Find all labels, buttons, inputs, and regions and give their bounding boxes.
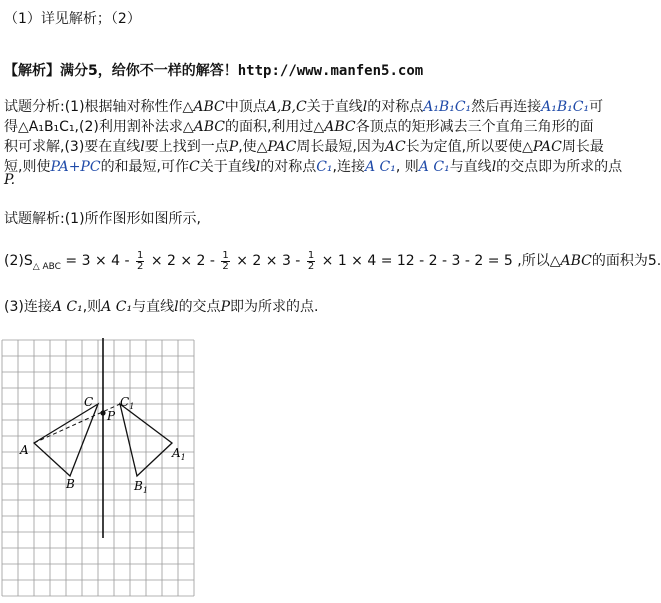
math-text: l (174, 299, 179, 315)
text: 关于直线 (199, 159, 256, 175)
answer-summary (4, 8, 141, 28)
text: 得△A₁B₁C₁,(2)利用割补法求△ (4, 119, 194, 135)
label-c1 (120, 395, 134, 411)
text: (2)S (4, 253, 33, 269)
subscript: △ ABC (32, 261, 61, 272)
label-c: C (84, 395, 94, 409)
solution-label: 试题解析 (4, 211, 60, 227)
math-text: PAC (267, 139, 297, 155)
label-a1-letter: A (172, 446, 181, 460)
solution-line-2 (4, 250, 661, 272)
math-text: l (255, 159, 261, 175)
solution-line-1: 试题解析:(1)所作图形如图所示, (4, 211, 201, 227)
math-text: ABC (193, 99, 225, 115)
math-text: A C₁ (51, 299, 83, 315)
math-text: ABC (560, 253, 592, 269)
analysis-line-2 (4, 116, 594, 136)
analysis-tag: 【解析】 (4, 63, 60, 79)
math-text: PA+PC (50, 159, 101, 175)
promo-slogan: 满分5，给你不一样的解答！ (60, 63, 238, 79)
text: = 3 × 4 - (60, 253, 134, 269)
text: 与直线 (449, 159, 492, 175)
text: (1)根据轴对称性作△ (64, 99, 194, 115)
text: 的交点 (178, 299, 221, 315)
label-c1-letter: C (120, 395, 130, 409)
math-text: P (228, 139, 239, 155)
math-text: A₁B₁C₁ (541, 99, 590, 115)
math-text: l (140, 139, 145, 155)
analysis-line-5 (4, 172, 15, 188)
label-a: A (20, 443, 29, 457)
text: 各顶点的矩形减去三个直角三角形的面 (355, 119, 594, 135)
math-text: A C₁ (101, 299, 133, 315)
grid (2, 340, 194, 596)
text: 的面积,利用过△ (224, 119, 325, 135)
math-text: PAC (532, 139, 562, 155)
math-text: A,B,C (266, 99, 307, 115)
geometry-figure (0, 338, 200, 598)
text: 的交点即为所求的点 (496, 159, 623, 175)
label-b1-letter: B (134, 479, 143, 493)
math-text: P (220, 299, 230, 315)
math-text: ABC (324, 119, 356, 135)
part-line: （1）详见解析；（2） (4, 11, 141, 27)
text: 关于直线 (306, 99, 363, 115)
numerator: 1 (307, 249, 315, 261)
denominator: 2 (137, 260, 144, 272)
math-text: A₁B₁C₁ (423, 99, 472, 115)
text: (3)连接 (4, 299, 52, 315)
math-text: l (491, 159, 497, 175)
label-p: P (107, 409, 116, 423)
text: 的和最短,可作 (100, 159, 190, 175)
analysis-label: 试题分析 (4, 99, 60, 115)
numerator: 1 (222, 249, 229, 261)
denominator: 2 (307, 260, 315, 272)
text: × 2 × 3 - (231, 253, 305, 269)
text: , 则 (395, 159, 419, 175)
analysis-line-3 (4, 136, 604, 156)
text: 与直线 (132, 299, 175, 315)
fraction-half (136, 251, 144, 272)
text: 要上找到一点 (144, 139, 229, 155)
solution-line-3 (4, 296, 318, 316)
math-text: ABC (193, 119, 225, 135)
math-text: P. (4, 172, 16, 188)
label-a1-sub: 1 (180, 453, 186, 462)
label-b: B (66, 477, 75, 491)
text: 积可求解,(3)要在直线 (4, 139, 141, 155)
numerator: 1 (137, 249, 144, 261)
text: 然后再连接 (471, 99, 542, 115)
text: 长为定值,所以要使△ (405, 139, 533, 155)
fraction-half (221, 251, 229, 272)
text: ,连接 (332, 159, 365, 175)
label-a1 (171, 446, 186, 462)
text: (1)所作图形如图所示, (64, 211, 201, 227)
text: × 1 × 4 = 12 - 2 - 3 - 2 = 5 (317, 253, 513, 269)
text: 的对称点 (367, 99, 424, 115)
point-p (100, 410, 105, 415)
label-b1-sub: 1 (142, 486, 148, 495)
analysis-line-1: 试题分析:(1)根据轴对称性作△ABC中顶点A,B,C关于直线l的对称点A₁B₁C₁然后再连接A₁B₁C₁可 (4, 99, 604, 115)
text: 周长最短,因为 (296, 139, 385, 155)
text: ,所以△ (512, 253, 561, 269)
denominator: 2 (222, 260, 229, 272)
text: 中顶点 (224, 99, 267, 115)
text: ,则 (82, 299, 102, 315)
text: 的面积为5. (591, 253, 661, 269)
math-text: C₁ (316, 159, 333, 175)
math-text: AC (384, 139, 406, 155)
text: 短,则使 (4, 159, 51, 175)
text: 的对称点 (260, 159, 317, 175)
math-text: l (362, 99, 368, 115)
fraction-half (307, 251, 315, 272)
label-c1-sub: 1 (129, 402, 135, 411)
math-text: A C₁ (365, 159, 396, 175)
text: × 2 × 2 - (146, 253, 220, 269)
text: 即为所求的点. (229, 299, 319, 315)
text: ,使△ (238, 139, 268, 155)
analysis-line-4 (4, 156, 622, 176)
math-text: C (189, 159, 200, 175)
text: 可 (589, 99, 604, 115)
math-text: A C₁ (418, 159, 450, 175)
promo-banner (4, 60, 423, 80)
text: 周长最 (561, 139, 604, 155)
promo-url[interactable]: http://www.manfen5.com (237, 63, 424, 79)
